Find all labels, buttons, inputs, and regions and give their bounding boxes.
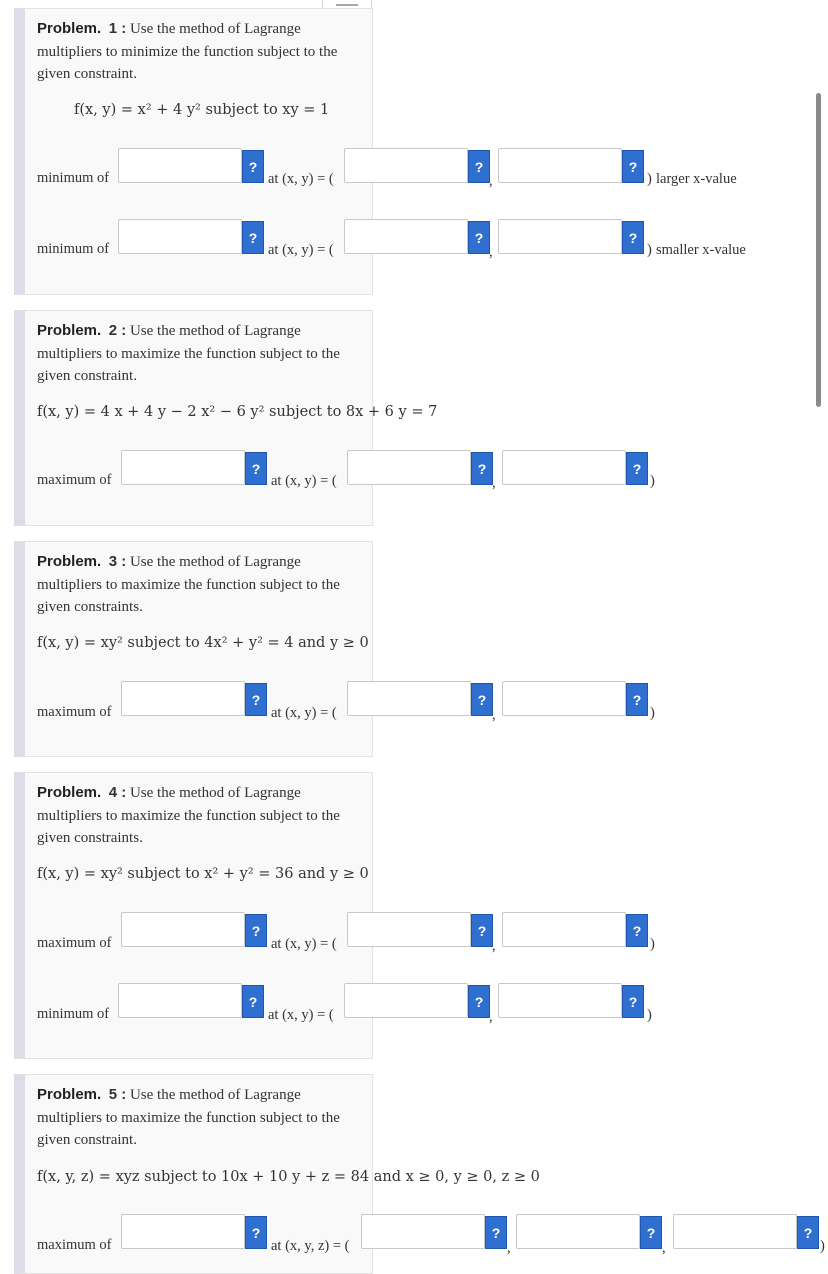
close-paren: ): [820, 1238, 825, 1254]
problem-label: Problem.: [37, 20, 102, 37]
comma: ,: [492, 475, 496, 491]
answer-label: maximum of: [37, 704, 112, 720]
scrollbar[interactable]: [816, 93, 821, 407]
problem-label: Problem.: [37, 553, 102, 570]
problem-description: Use the method of Lagrange multipliers to minimize the function subject to the given constraint.: [37, 21, 338, 82]
comma: ,: [507, 1240, 511, 1256]
problem-5-heading: [37, 1084, 357, 1152]
help-button[interactable]: ?: [622, 221, 644, 254]
at-point-label: at (x, y, z) = (: [271, 1238, 350, 1254]
help-button[interactable]: ?: [245, 914, 267, 947]
y-coordinate-input[interactable]: [498, 219, 622, 254]
problem-label: Problem.: [37, 1086, 102, 1103]
problem-label: Problem.: [37, 784, 102, 801]
problem-description: Use the method of Lagrange multipliers to maximize the function subject to the given constraint.: [37, 323, 340, 384]
problem-description: Use the method of Lagrange multipliers to maximize the function subject to the given constraint.: [37, 1087, 340, 1148]
z-coordinate-input[interactable]: [673, 1214, 797, 1249]
problem-label: Problem.: [37, 322, 102, 339]
problem-5-formula: f(x, y, z) = xyz subject to 10x + 10 y + z = 84 and x ≥ 0, y ≥ 0, z ≥ 0: [37, 1169, 540, 1185]
answer-input[interactable]: [121, 912, 245, 947]
answer-input[interactable]: [118, 983, 242, 1018]
help-button[interactable]: ?: [242, 221, 264, 254]
close-paren: ): [647, 1007, 652, 1023]
at-point-label: at (x, y) = (: [268, 171, 334, 187]
answer-qualifier: smaller x-value: [656, 242, 746, 258]
problem-number: 2 :: [108, 322, 127, 339]
x-coordinate-input[interactable]: [344, 219, 468, 254]
problem-number: 3 :: [108, 553, 127, 570]
answer-input[interactable]: [121, 681, 245, 716]
help-button[interactable]: ?: [468, 221, 490, 254]
at-point-label: at (x, y) = (: [268, 242, 334, 258]
help-button[interactable]: ?: [468, 985, 490, 1018]
help-button[interactable]: ?: [640, 1216, 662, 1249]
problem-description: Use the method of Lagrange multipliers to maximize the function subject to the given constraints.: [37, 554, 340, 615]
x-coordinate-input[interactable]: [361, 1214, 485, 1249]
comma: ,: [489, 1009, 493, 1025]
problem-4-formula: f(x, y) = xy² subject to x² + y² = 36 and y ≥ 0: [37, 866, 369, 882]
help-button[interactable]: ?: [245, 683, 267, 716]
help-button[interactable]: ?: [485, 1216, 507, 1249]
help-button[interactable]: ?: [626, 452, 648, 485]
x-coordinate-input[interactable]: [347, 450, 471, 485]
answer-label: minimum of: [37, 241, 110, 257]
answer-qualifier: larger x-value: [656, 171, 737, 187]
help-button[interactable]: ?: [626, 914, 648, 947]
at-point-label: at (x, y) = (: [271, 473, 337, 489]
at-point-label: at (x, y) = (: [268, 1007, 334, 1023]
at-point-label: at (x, y) = (: [271, 705, 337, 721]
problem-1-formula: f(x, y) = x² + 4 y² subject to xy = 1: [74, 102, 330, 118]
help-button[interactable]: ?: [245, 452, 267, 485]
problem-2-heading: [37, 320, 357, 388]
comma: ,: [492, 938, 496, 954]
comma: ,: [489, 173, 493, 189]
help-button[interactable]: ?: [242, 150, 264, 183]
help-button[interactable]: ?: [242, 985, 264, 1018]
x-coordinate-input[interactable]: [344, 983, 468, 1018]
problem-3-heading: [37, 551, 357, 619]
help-button[interactable]: ?: [471, 452, 493, 485]
answer-input[interactable]: [121, 1214, 245, 1249]
help-button[interactable]: ?: [468, 150, 490, 183]
x-coordinate-input[interactable]: [347, 912, 471, 947]
problem-3-formula: f(x, y) = xy² subject to 4x² + y² = 4 and y ≥ 0: [37, 635, 369, 651]
close-paren: ): [650, 936, 655, 952]
at-point-label: at (x, y) = (: [271, 936, 337, 952]
y-coordinate-input[interactable]: [498, 148, 622, 183]
close-paren: ): [650, 705, 655, 721]
answer-label: maximum of: [37, 935, 112, 951]
answer-label: maximum of: [37, 1237, 112, 1253]
problem-number: 5 :: [108, 1086, 127, 1103]
y-coordinate-input[interactable]: [502, 450, 626, 485]
comma: ,: [492, 707, 496, 723]
help-button[interactable]: ?: [626, 683, 648, 716]
answer-input[interactable]: [118, 219, 242, 254]
help-button[interactable]: ?: [622, 985, 644, 1018]
help-button[interactable]: ?: [622, 150, 644, 183]
help-button[interactable]: ?: [797, 1216, 819, 1249]
problem-1-heading: [37, 18, 357, 86]
close-paren: ): [647, 242, 652, 258]
problem-4-heading: [37, 782, 357, 850]
y-coordinate-input[interactable]: [498, 983, 622, 1018]
y-coordinate-input[interactable]: [502, 681, 626, 716]
close-paren: ): [650, 473, 655, 489]
answer-label: maximum of: [37, 472, 112, 488]
problem-number: 1 :: [108, 20, 127, 37]
x-coordinate-input[interactable]: [344, 148, 468, 183]
help-button[interactable]: ?: [471, 914, 493, 947]
x-coordinate-input[interactable]: [347, 681, 471, 716]
y-coordinate-input[interactable]: [502, 912, 626, 947]
hamburger-icon-line: [336, 4, 358, 6]
comma: ,: [489, 244, 493, 260]
answer-label: minimum of: [37, 170, 110, 186]
answer-input[interactable]: [121, 450, 245, 485]
close-paren: ): [647, 171, 652, 187]
problem-description: Use the method of Lagrange multipliers to maximize the function subject to the given constraints.: [37, 785, 340, 846]
answer-input[interactable]: [118, 148, 242, 183]
help-button[interactable]: ?: [471, 683, 493, 716]
problem-2-formula: f(x, y) = 4 x + 4 y − 2 x² − 6 y² subject to 8x + 6 y = 7: [37, 404, 438, 420]
comma: ,: [662, 1240, 666, 1256]
answer-label: minimum of: [37, 1006, 110, 1022]
problem-number: 4 :: [108, 784, 127, 801]
y-coordinate-input[interactable]: [516, 1214, 640, 1249]
help-button[interactable]: ?: [245, 1216, 267, 1249]
